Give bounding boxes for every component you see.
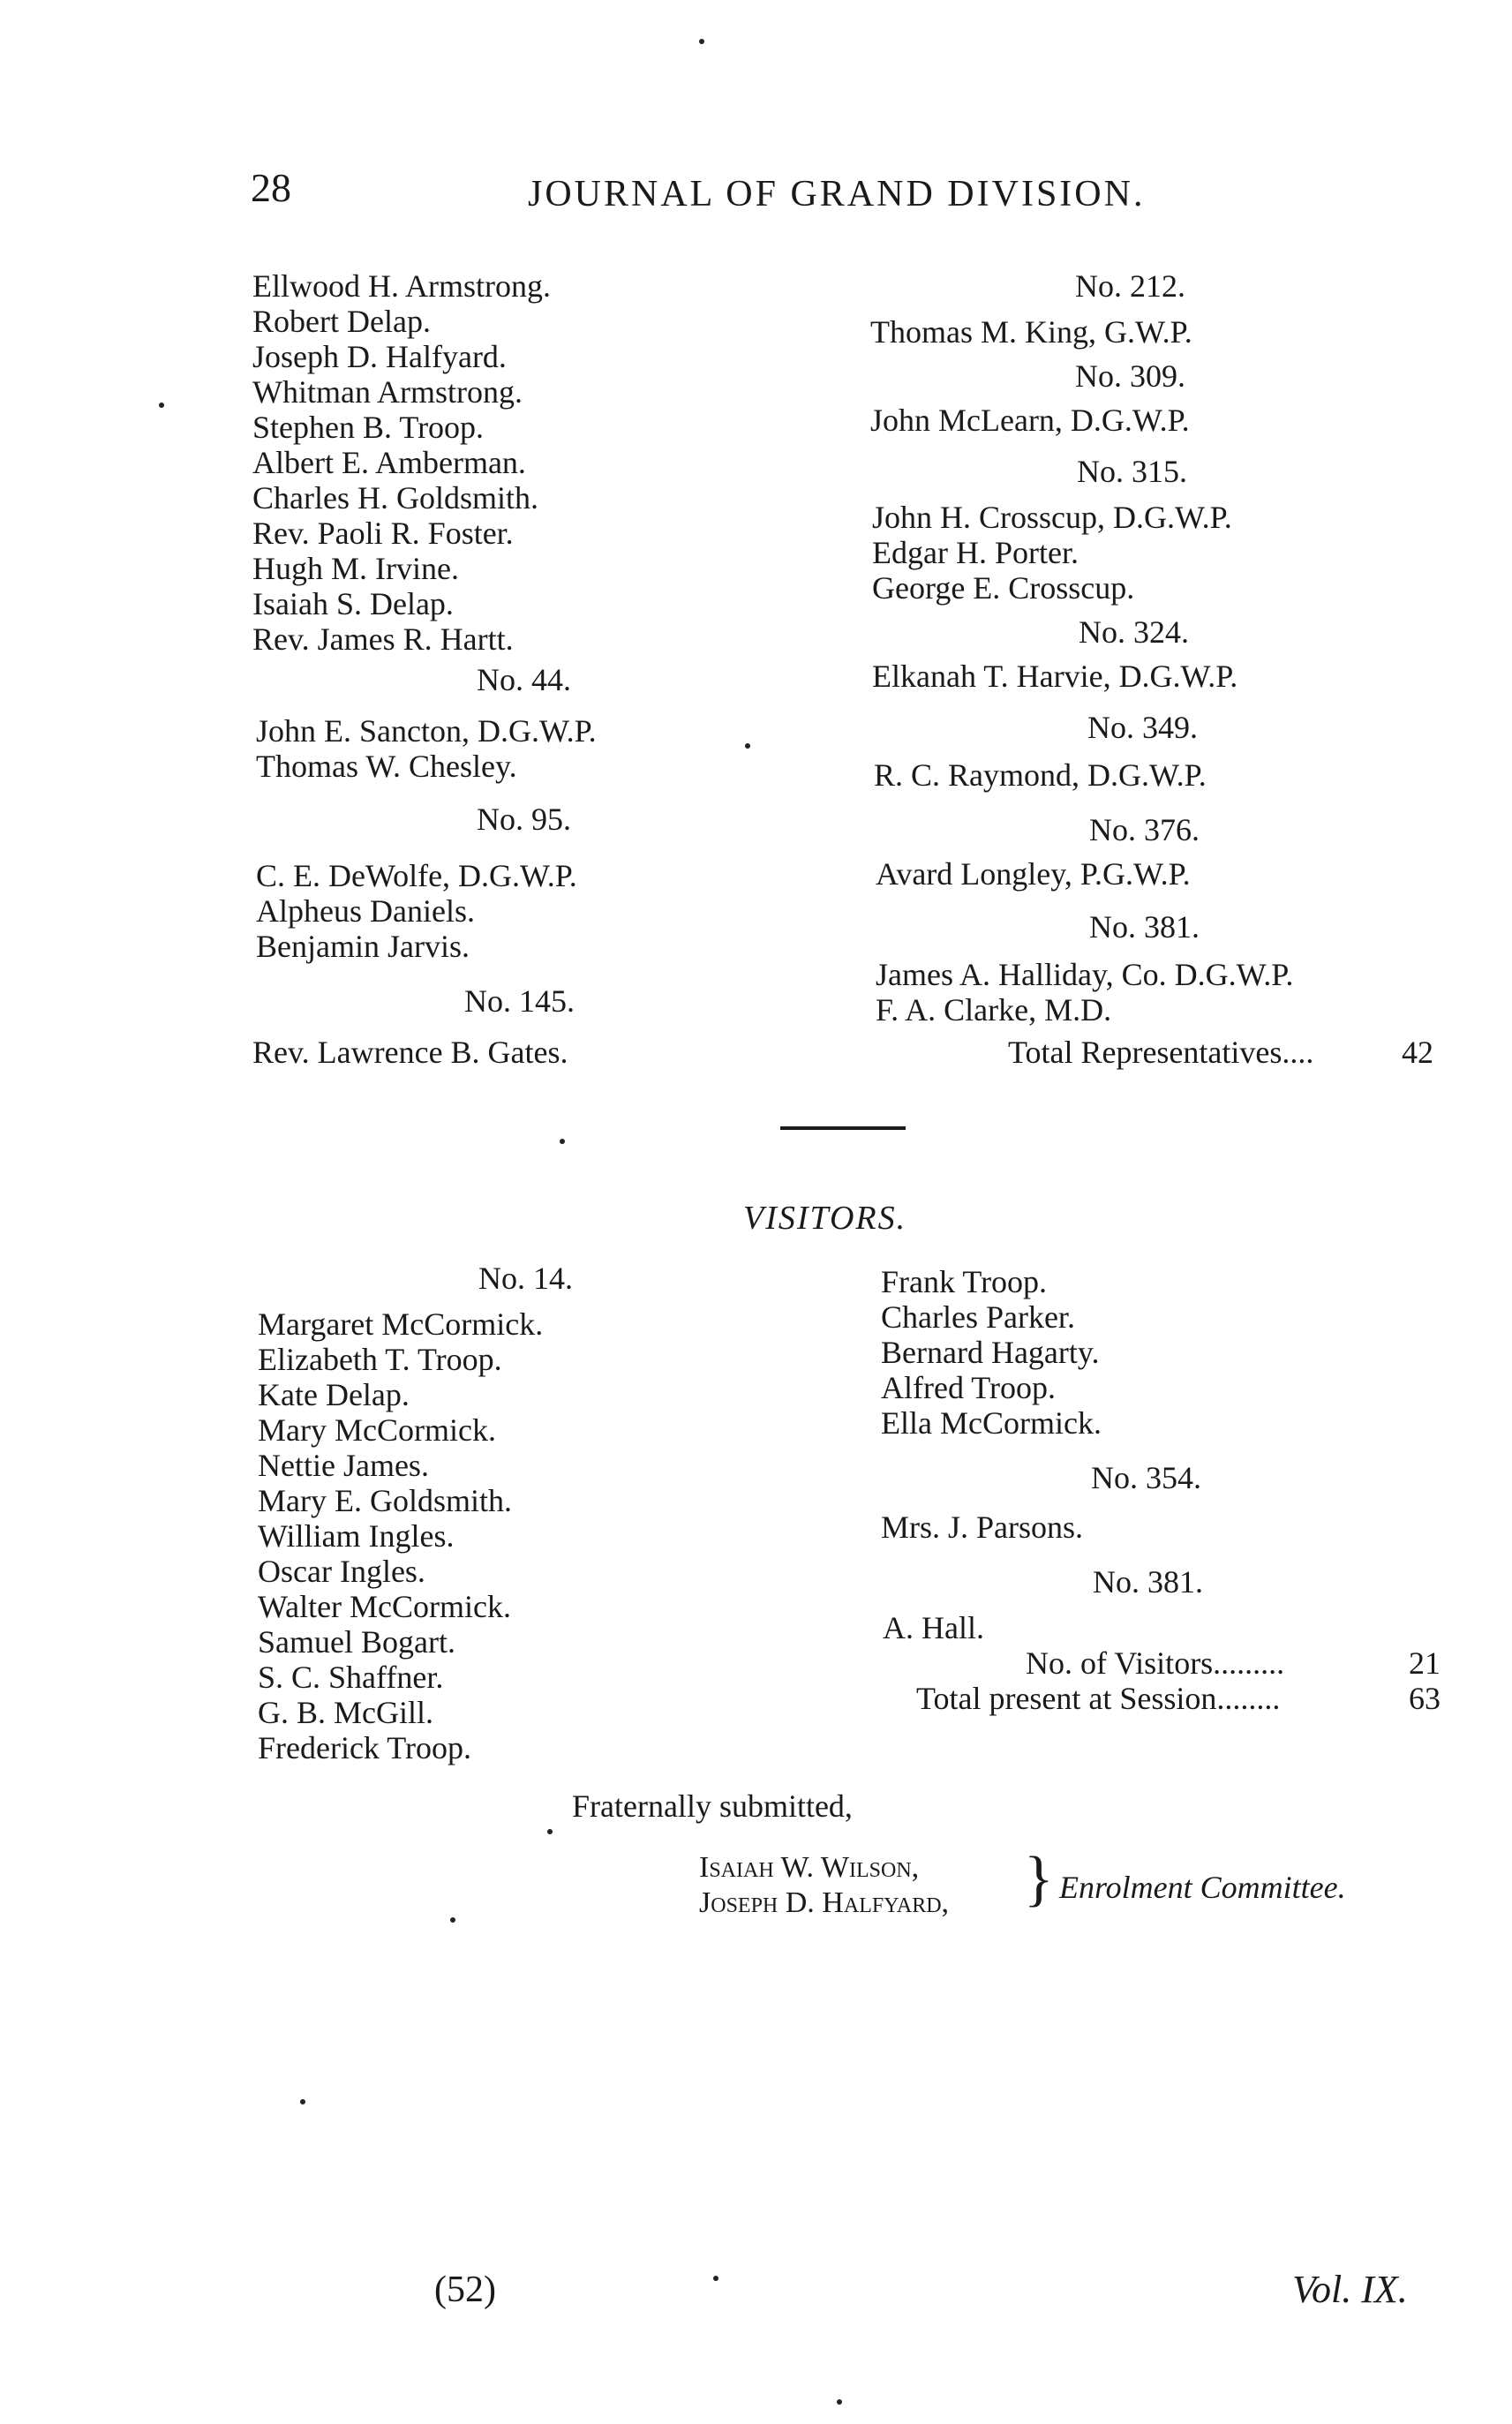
list-item: Samuel Bogart.: [258, 1624, 455, 1660]
list-item: C. E. DeWolfe, D.G.W.P.: [256, 858, 577, 893]
list-item: Charles Parker.: [881, 1299, 1075, 1335]
division-heading-145: No. 145.: [464, 983, 575, 1019]
list-item: A. Hall.: [883, 1610, 984, 1645]
division-145-list: [252, 1035, 568, 1070]
total-present: [916, 1681, 1441, 1716]
list-item: Stephen B. Troop.: [252, 410, 485, 445]
division-heading-44: No. 44.: [477, 662, 571, 697]
list-item: Mary E. Goldsmith.: [258, 1483, 512, 1518]
list-item: Frederick Troop.: [258, 1730, 471, 1765]
list-item: John McLearn, D.G.W.P.: [870, 403, 1190, 438]
visitor-division-14-list: [258, 1306, 543, 1765]
representatives-left-list: [252, 268, 551, 657]
division-381-list: [876, 957, 1293, 1028]
list-item: Kate Delap.: [258, 1377, 410, 1412]
total-representatives-label: Total Representatives....: [1008, 1035, 1314, 1070]
list-item: Mrs. J. Parsons.: [881, 1509, 1084, 1545]
list-item: Rev. Paoli R. Foster.: [252, 516, 514, 551]
scan-speck: [699, 39, 704, 44]
list-item: Benjamin Jarvis.: [256, 929, 470, 964]
division-heading-309: No. 309.: [1075, 358, 1185, 394]
list-item: Mary McCormick.: [258, 1412, 496, 1448]
visitor-division-381-list: [883, 1610, 984, 1645]
division-heading-349: No. 349.: [1087, 710, 1198, 745]
volume-label: Vol. IX.: [1292, 2268, 1408, 2311]
total-representatives-value: 42: [1402, 1035, 1433, 1070]
section-divider: [780, 1126, 906, 1130]
list-item: James A. Halliday, Co. D.G.W.P.: [876, 957, 1294, 992]
scan-speck: [745, 743, 750, 749]
list-item: William Ingles.: [258, 1518, 455, 1554]
list-item: Alfred Troop.: [881, 1370, 1057, 1405]
visitor-division-354-list: [881, 1509, 1083, 1545]
list-item: Elkanah T. Harvie, D.G.W.P.: [872, 659, 1238, 694]
division-heading-212: No. 212.: [1075, 268, 1185, 304]
list-item: F. A. Clarke, M.D.: [876, 992, 1112, 1028]
list-item: Ellwood H. Armstrong.: [252, 268, 551, 304]
visitors-count-label: No. of Visitors.........: [1026, 1645, 1285, 1681]
list-item: Thomas M. King, G.W.P.: [870, 314, 1192, 350]
list-item: John H. Crosscup, D.G.W.P.: [872, 500, 1232, 535]
visitors-count: [1026, 1645, 1441, 1681]
list-item: Thomas W. Chesley.: [256, 749, 517, 784]
division-212-list: [870, 314, 1192, 350]
scan-speck: [547, 1829, 553, 1834]
list-item: Oscar Ingles.: [258, 1554, 425, 1589]
total-present-label: Total present at Session........: [916, 1681, 1281, 1716]
scan-speck: [560, 1139, 565, 1144]
list-item: Alpheus Daniels.: [256, 893, 475, 929]
signer-name: Isaiah W. Wilson,: [699, 1851, 920, 1884]
division-44-list: [256, 713, 597, 784]
list-item: Nettie James.: [258, 1448, 429, 1483]
closing-line: Fraternally submitted,: [572, 1788, 853, 1824]
visitors-heading: VISITORS.: [743, 1200, 907, 1237]
list-item: Albert E. Amberman.: [252, 445, 526, 480]
list-item: Charles H. Goldsmith.: [252, 480, 538, 516]
list-item: Elizabeth T. Troop.: [258, 1342, 502, 1377]
list-item: Isaiah S. Delap.: [252, 586, 454, 621]
list-item: Frank Troop.: [881, 1264, 1048, 1299]
list-item: Margaret McCormick.: [258, 1306, 544, 1342]
signer-name: Joseph D. Halfyard,: [699, 1886, 950, 1919]
list-item: Walter McCormick.: [258, 1589, 512, 1624]
scan-speck: [837, 2399, 842, 2405]
list-item: John E. Sancton, D.G.W.P.: [256, 713, 597, 749]
division-heading-324: No. 324.: [1079, 614, 1189, 650]
list-item: G. B. McGill.: [258, 1695, 434, 1730]
division-heading-95: No. 95.: [477, 802, 571, 837]
division-376-list: [876, 856, 1191, 892]
list-item: Hugh M. Irvine.: [252, 551, 459, 586]
list-item: Avard Longley, P.G.W.P.: [876, 856, 1191, 892]
list-item: Rev. Lawrence B. Gates.: [252, 1035, 568, 1070]
page-reference: (52): [434, 2270, 496, 2310]
division-349-list: [874, 757, 1207, 793]
division-95-list: [256, 858, 577, 964]
list-item: Rev. James R. Hartt.: [252, 621, 514, 657]
list-item: Bernard Hagarty.: [881, 1335, 1100, 1370]
page-number: 28: [251, 165, 291, 210]
division-315-list: [872, 500, 1232, 606]
visitor-right-list: [881, 1264, 1102, 1441]
signers-brace: }: [1024, 1845, 1054, 1913]
list-item: S. C. Shaffner.: [258, 1660, 444, 1695]
list-item: R. C. Raymond, D.G.W.P.: [874, 757, 1207, 793]
committee-name: Enrolment Committee.: [1059, 1870, 1346, 1905]
scan-speck: [713, 2276, 718, 2281]
running-title: JOURNAL OF GRAND DIVISION.: [528, 174, 1146, 215]
division-heading-376: No. 376.: [1089, 812, 1200, 847]
division-heading-381: No. 381.: [1089, 909, 1200, 945]
list-item: Joseph D. Halfyard.: [252, 339, 507, 374]
total-representatives: [1008, 1035, 1433, 1070]
division-324-list: [872, 659, 1237, 694]
scan-speck: [159, 403, 164, 408]
total-present-value: 63: [1409, 1681, 1441, 1716]
signers: [699, 1850, 949, 1921]
list-item: Robert Delap.: [252, 304, 431, 339]
list-item: Whitman Armstrong.: [252, 374, 523, 410]
division-309-list: [870, 403, 1190, 438]
visitor-division-heading-14: No. 14.: [478, 1261, 573, 1296]
list-item: George E. Crosscup.: [872, 570, 1135, 606]
visitor-division-heading-381: No. 381.: [1093, 1564, 1203, 1600]
visitor-division-heading-354: No. 354.: [1091, 1460, 1201, 1495]
division-heading-315: No. 315.: [1077, 454, 1187, 489]
scan-speck: [450, 1917, 455, 1923]
visitors-count-value: 21: [1409, 1645, 1441, 1681]
list-item: Ella McCormick.: [881, 1405, 1102, 1441]
scan-speck: [300, 2099, 305, 2104]
list-item: Edgar H. Porter.: [872, 535, 1079, 570]
